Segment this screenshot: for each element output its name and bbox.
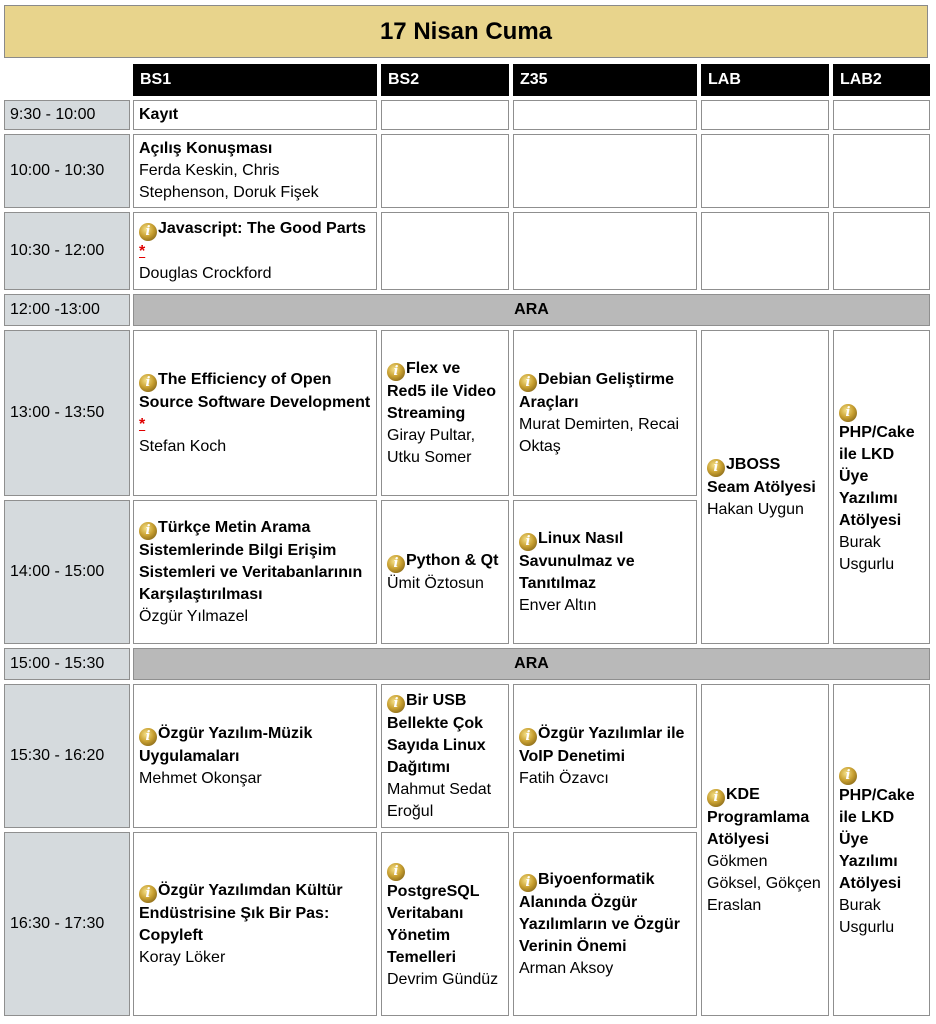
break-row: ARA bbox=[133, 294, 930, 326]
session-speakers: Devrim Gündüz bbox=[387, 970, 499, 988]
clipped-top-text bbox=[0, 0, 936, 4]
session-title[interactable]: JBOSS Seam Atölyesi bbox=[707, 455, 816, 496]
session-kultur bbox=[133, 832, 377, 1016]
session-speakers: Hakan Uygun bbox=[707, 500, 804, 518]
day-title: 17 Nisan Cuma bbox=[4, 5, 928, 58]
session-speakers: Mehmet Okonşar bbox=[139, 769, 262, 787]
session-title[interactable]: Özgür Yazılımdan Kültür Endüstrisine Şık Bir Pas: Copyleft bbox=[139, 881, 343, 944]
session-speakers: Burak Usgurlu bbox=[839, 896, 895, 936]
info-icon[interactable]: i bbox=[139, 223, 157, 241]
time-slot: 16:30 - 17:30 bbox=[4, 832, 130, 1016]
empty-slot bbox=[833, 134, 930, 208]
empty-slot bbox=[701, 212, 829, 290]
session-postgre bbox=[381, 832, 509, 1016]
session-title[interactable]: PostgreSQL Veritabanı Yönetim Temelleri bbox=[387, 882, 480, 966]
session-jboss bbox=[701, 330, 829, 644]
session-biyo bbox=[513, 832, 697, 1016]
session-speakers: Mahmut Sedat Eroğul bbox=[387, 780, 492, 820]
info-icon[interactable]: i bbox=[839, 404, 857, 422]
session-speakers: Ferda Keskin, Chris Stephenson, Doruk Fişek bbox=[139, 162, 319, 201]
session-speakers: Koray Löker bbox=[139, 948, 226, 966]
session-title[interactable]: Özgür Yazılımlar ile VoIP Denetimi bbox=[519, 724, 685, 765]
highlight-marker[interactable]: * bbox=[139, 415, 146, 433]
session-turkce bbox=[133, 500, 377, 644]
session-title[interactable]: The Efficiency of Open Source Software Development bbox=[139, 370, 371, 411]
empty-slot bbox=[513, 100, 697, 130]
info-icon[interactable]: i bbox=[519, 374, 537, 392]
empty-slot bbox=[381, 134, 509, 208]
session-speakers: Stefan Koch bbox=[139, 437, 227, 455]
time-slot: 10:00 - 10:30 bbox=[4, 134, 130, 208]
session-debian bbox=[513, 330, 697, 496]
highlight-marker[interactable]: * bbox=[139, 242, 146, 260]
column-header-lab: LAB bbox=[701, 64, 829, 96]
info-icon[interactable]: i bbox=[387, 363, 405, 381]
info-icon[interactable]: i bbox=[519, 874, 537, 892]
session-title[interactable]: Linux Nasıl Savunulmaz ve Tanıtılmaz bbox=[519, 529, 635, 592]
session-linux bbox=[513, 500, 697, 644]
empty-slot bbox=[833, 100, 930, 130]
session-usb bbox=[381, 684, 509, 828]
session-efficiency bbox=[133, 330, 377, 496]
empty-slot bbox=[701, 134, 829, 208]
session-speakers: Gökmen Göksel, Gökçen Eraslan bbox=[707, 852, 821, 914]
session-title[interactable]: PHP/Cake ile LKD Üye Yazılımı Atölyesi bbox=[839, 786, 915, 892]
session-title[interactable]: Flex ve Red5 ile Video Streaming bbox=[387, 359, 497, 422]
session-kayit bbox=[133, 100, 377, 130]
info-icon[interactable]: i bbox=[139, 728, 157, 746]
session-title[interactable]: KDE Programlama Atölyesi bbox=[707, 785, 810, 848]
column-header-bs1: BS1 bbox=[133, 64, 377, 96]
session-title[interactable]: Özgür Yazılım-Müzik Uygulamaları bbox=[139, 724, 313, 765]
column-header-z35: Z35 bbox=[513, 64, 697, 96]
session-speakers: Ümit Öztosun bbox=[387, 574, 484, 592]
session-speakers: Fatih Özavcı bbox=[519, 769, 609, 787]
column-header-lab2: LAB2 bbox=[833, 64, 930, 96]
info-icon[interactable]: i bbox=[139, 522, 157, 540]
info-icon[interactable]: i bbox=[139, 885, 157, 903]
session-title: Kayıt bbox=[139, 106, 179, 123]
session-voip bbox=[513, 684, 697, 828]
info-icon[interactable]: i bbox=[519, 533, 537, 551]
session-muzik bbox=[133, 684, 377, 828]
info-icon[interactable]: i bbox=[387, 555, 405, 573]
session-title: Açılış Konuşması bbox=[139, 140, 273, 157]
session-speakers: Giray Pultar, Utku Somer bbox=[387, 426, 476, 466]
session-flex bbox=[381, 330, 509, 496]
info-icon[interactable]: i bbox=[139, 374, 157, 392]
empty-slot bbox=[381, 100, 509, 130]
session-speakers: Douglas Crockford bbox=[139, 264, 272, 282]
time-slot: 10:30 - 12:00 bbox=[4, 212, 130, 290]
column-header-bs2: BS2 bbox=[381, 64, 509, 96]
session-javascript bbox=[133, 212, 377, 290]
info-icon[interactable]: i bbox=[839, 767, 857, 785]
empty-slot bbox=[701, 100, 829, 130]
session-speakers: Özgür Yılmazel bbox=[139, 607, 249, 625]
info-icon[interactable]: i bbox=[387, 695, 405, 713]
session-python bbox=[381, 500, 509, 644]
empty-slot bbox=[381, 212, 509, 290]
session-title[interactable]: Debian Geliştirme Araçları bbox=[519, 370, 675, 411]
info-icon[interactable]: i bbox=[519, 728, 537, 746]
time-slot: 9:30 - 10:00 bbox=[4, 100, 130, 130]
break-row: ARA bbox=[133, 648, 930, 680]
info-icon[interactable]: i bbox=[387, 863, 405, 881]
time-slot: 14:00 - 15:00 bbox=[4, 500, 130, 644]
empty-slot bbox=[513, 212, 697, 290]
session-title[interactable]: Bir USB Bellekte Çok Sayıda Linux Dağıtımı bbox=[387, 691, 486, 776]
session-title[interactable]: Python & Qt bbox=[406, 551, 499, 569]
session-acilis bbox=[133, 134, 377, 208]
info-icon[interactable]: i bbox=[707, 789, 725, 807]
session-speakers: Arman Aksoy bbox=[519, 959, 614, 977]
session-title[interactable]: PHP/Cake ile LKD Üye Yazılımı Atölyesi bbox=[839, 423, 915, 529]
empty-slot bbox=[513, 134, 697, 208]
session-kde bbox=[701, 684, 829, 1016]
session-title[interactable]: Türkçe Metin Arama Sistemlerinde Bilgi Erişim Sistemleri ve Veritabanlarının Karşılaştırılması bbox=[139, 518, 363, 603]
empty-slot bbox=[833, 212, 930, 290]
session-speakers: Burak Usgurlu bbox=[839, 533, 895, 573]
session-title[interactable]: Biyoenformatik Alanında Özgür Yazılımların ve Özgür Verinin Önemi bbox=[519, 870, 680, 955]
session-php2 bbox=[833, 684, 930, 1016]
time-slot: 12:00 -13:00 bbox=[4, 294, 130, 326]
time-slot: 13:00 - 13:50 bbox=[4, 330, 130, 496]
session-php1 bbox=[833, 330, 930, 644]
session-title[interactable]: Javascript: The Good Parts bbox=[158, 219, 367, 237]
session-speakers: Enver Altın bbox=[519, 596, 597, 614]
info-icon[interactable]: i bbox=[707, 459, 725, 477]
session-speakers: Murat Demirten, Recai Oktaş bbox=[519, 415, 680, 455]
time-slot: 15:30 - 16:20 bbox=[4, 684, 130, 828]
time-slot: 15:00 - 15:30 bbox=[4, 648, 130, 680]
